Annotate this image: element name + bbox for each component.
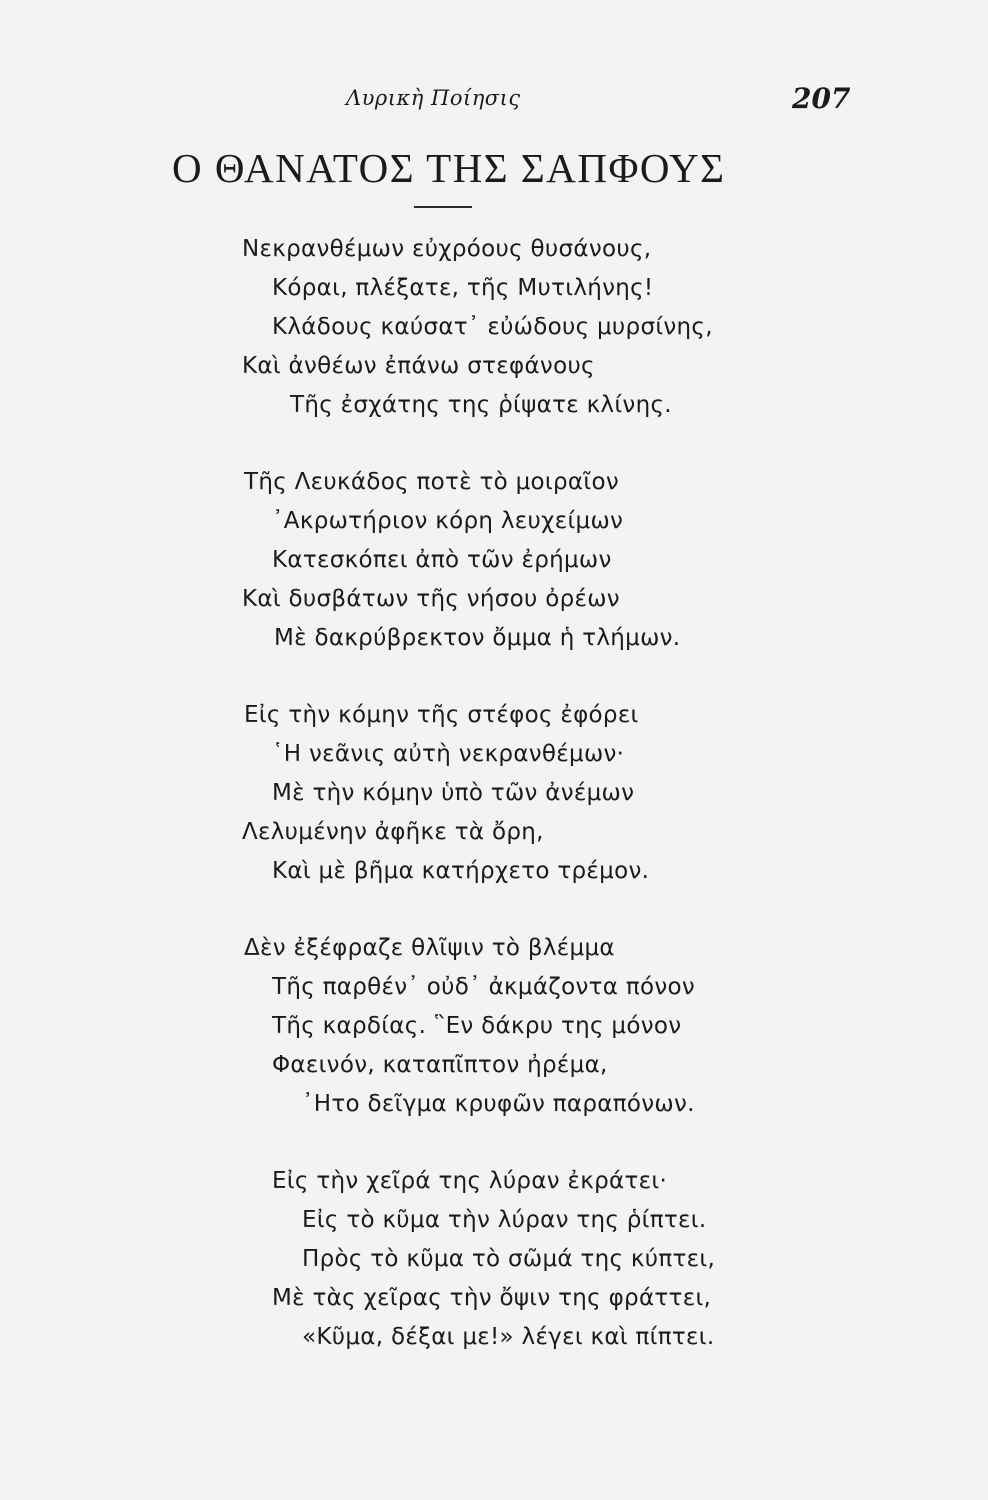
verse-line: Τῆς ἐσχάτης της ῥίψατε κλίνης. <box>290 392 672 418</box>
verse-line: Καὶ δυσβάτων τῆς νήσου ὀρέων <box>242 586 620 612</box>
verse-line: Μὲ δακρύβρεκτον ὄμμα ἡ τλήμων. <box>274 625 681 651</box>
stanza <box>0 1162 988 1357</box>
stanza <box>0 929 988 1124</box>
verse-line: Λελυμένην ἀφῆκε τὰ ὄρη, <box>242 819 544 845</box>
verse-line: ᾽Ακρωτήριον κόρη λευχείμων <box>272 508 624 534</box>
verse-line: Νεκρανθέμων εὐχρόους θυσάνους, <box>242 236 652 262</box>
stanza <box>0 463 988 658</box>
verse-line: Καὶ ἀνθέων ἐπάνω στεφάνους <box>242 353 595 379</box>
verse-line: Κατεσκόπει ἀπὸ τῶν ἐρήμων <box>272 547 612 573</box>
verse-line: Καὶ μὲ βῆμα κατήρχετο τρέμον. <box>272 858 650 884</box>
title-divider <box>414 206 472 208</box>
verse-line: «Κῦμα, δέξαι με!» λέγει καὶ πίπτει. <box>302 1324 715 1350</box>
running-head: Λυρικὴ Ποίησις <box>346 86 521 110</box>
stanza <box>0 696 988 891</box>
verse-line: ῾Η νεᾶνις αὐτὴ νεκρανθέμων· <box>272 741 625 767</box>
verse-line: Πρὸς τὸ κῦμα τὸ σῶμά της κύπτει, <box>302 1246 716 1272</box>
poem-title: Ο ΘΑΝΑΤΟΣ ΤΗΣ ΣΑΠΦΟΥΣ <box>172 145 726 191</box>
verse-line: Εἰς τὸ κῦμα τὴν λύραν της ῥίπτει. <box>302 1207 707 1233</box>
verse-line: Κλάδους καύσατ᾽ εὐώδους μυρσίνης, <box>272 314 713 340</box>
verse-line: Εἰς τὴν κόμην τῆς στέφος ἐφόρει <box>244 702 639 728</box>
verse-line: Τῆς Λευκάδος ποτὲ τὸ μοιραῖον <box>244 469 619 495</box>
page-number: 207 <box>792 82 851 115</box>
verse-line: Τῆς παρθέν᾽ οὐδ᾽ ἀκμάζοντα πόνον <box>272 974 696 1000</box>
verse-line: Φαεινόν, καταπῖπτον ἠρέμα, <box>272 1052 608 1078</box>
verse-line: ᾽Ητο δεῖγμα κρυφῶν παραπόνων. <box>302 1091 695 1117</box>
verse-line: Μὲ τὰς χεῖρας τὴν ὄψιν της φράττει, <box>272 1285 712 1311</box>
verse-line: Εἰς τὴν χεῖρά της λύραν ἐκράτει· <box>272 1168 668 1194</box>
stanza <box>0 230 988 425</box>
verse-line: Δὲν ἐξέφραζε θλῖψιν τὸ βλέμμα <box>244 935 615 961</box>
poem-body <box>0 230 988 1395</box>
verse-line: Τῆς καρδίας. ῝Εν δάκρυ της μόνον <box>272 1013 682 1039</box>
verse-line: Κόραι, πλέξατε, τῆς Μυτιλήνης! <box>272 275 654 301</box>
verse-line: Μὲ τὴν κόμην ὑπὸ τῶν ἀνέμων <box>272 780 635 806</box>
